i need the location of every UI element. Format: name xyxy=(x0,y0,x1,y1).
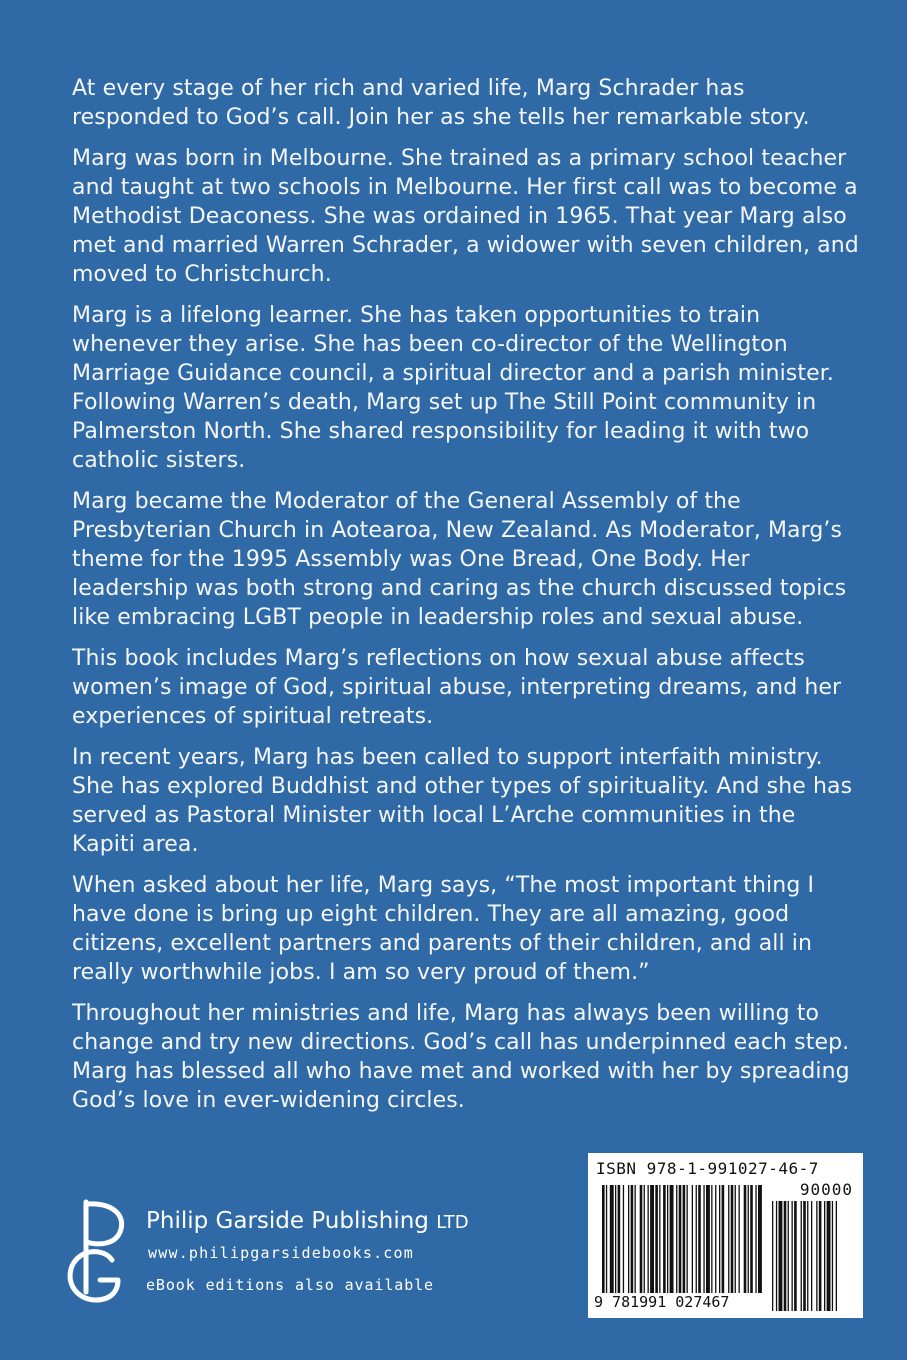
blurb-paragraph: Marg was born in Melbourne. She trained as a primary school teacher and taught at two schools in Melbourne. Her first call was to become a Methodist Deaconess. She was ordained in 1965. That year Marg also met and married Warren Schrader, a widower with seven children, and moved to Christchurch. xyxy=(72,146,859,287)
barcode-digits: 9 781991 027467 xyxy=(594,1293,730,1311)
barcode-addon-bar xyxy=(824,1201,825,1311)
blurb-paragraph: When asked about her life, Marg says, “The most important thing I have done is bring up eight children. They are all amazing, good citizens, excellent partners and parents of their children, and all in really worthwhile jobs. I am so very proud of them.” xyxy=(72,873,815,985)
barcode-bar xyxy=(755,1185,756,1293)
ebook-note: eBook editions also available xyxy=(146,1276,434,1294)
barcode-bar xyxy=(602,1185,605,1293)
barcode-bar xyxy=(676,1185,677,1293)
barcode-addon-bar xyxy=(792,1201,793,1311)
barcode-bar xyxy=(610,1185,614,1293)
barcode-addon-bar xyxy=(788,1201,789,1311)
barcode-addon-bar xyxy=(836,1201,837,1311)
barcode-bar xyxy=(706,1185,710,1293)
barcode-bar xyxy=(722,1185,725,1293)
blurb-paragraph: Marg became the Moderator of the General Assembly of the Presbyterian Church in Aotearoa, New Zealand. As Moderator, Marg’s theme for the 1995 Assembly was One Bread, One Body. Her leadership was both strong and caring as the church discussed topics like embracing LGBT people in leadership roles and sexual abuse. xyxy=(72,489,847,630)
barcode-bar xyxy=(696,1185,697,1293)
barcode-bar xyxy=(683,1185,686,1293)
barcode-bar xyxy=(731,1185,734,1293)
barcode-bar xyxy=(735,1185,736,1293)
pg-monogram-icon xyxy=(62,1196,134,1306)
barcode-bar xyxy=(711,1185,712,1293)
barcode-bar xyxy=(650,1185,654,1293)
barcode-addon-bar xyxy=(811,1201,812,1311)
barcode-addon-bar xyxy=(801,1201,802,1311)
publisher-name-text: Philip Garside Publishing xyxy=(146,1208,429,1234)
barcode-addon-bar xyxy=(832,1201,833,1311)
barcode-addon-bar xyxy=(803,1201,806,1311)
barcode-bar xyxy=(703,1185,704,1293)
barcode-bar xyxy=(698,1185,701,1293)
publisher-suffix: LTD xyxy=(436,1212,469,1233)
barcode-addon-bar xyxy=(784,1201,787,1311)
barcode-bar xyxy=(750,1185,753,1293)
barcode-bar xyxy=(739,1185,740,1293)
isbn-label: ISBN 978-1-991027-46-7 xyxy=(596,1159,819,1178)
barcode-addon-bar xyxy=(772,1201,773,1311)
barcode-addon-bar xyxy=(827,1201,831,1311)
back-cover-blurb xyxy=(72,74,862,1127)
isbn-barcode xyxy=(588,1153,863,1318)
barcode-bar xyxy=(615,1185,616,1293)
blurb-paragraph: At every stage of her rich and varied life, Marg Schrader has responded to God’s call. Join her as she tells her remarkable story. xyxy=(72,76,810,130)
publisher-url[interactable]: www.philipgarsidebooks.com xyxy=(148,1244,414,1262)
barcode-addon-bar xyxy=(779,1201,783,1311)
barcode-bar xyxy=(640,1185,643,1293)
barcode-bar xyxy=(628,1185,629,1293)
barcode-bar xyxy=(648,1185,649,1293)
barcode-bar xyxy=(631,1185,634,1293)
publisher-name xyxy=(146,1208,469,1234)
blurb-paragraph: In recent years, Marg has been called to support interfaith ministry. She has explored Buddhist and other types of spirituality. And she has served as Pastoral Minister with local L’Arche communities in the Kapiti area. xyxy=(72,745,853,857)
barcode-bar xyxy=(667,1185,668,1293)
barcode-addon-bar xyxy=(819,1201,822,1311)
barcode-addon-bar xyxy=(807,1201,808,1311)
blurb-paragraph: Throughout her ministries and life, Marg has always been willing to change and try new directions. God’s call has underpinned each step. Marg has blessed all who have met and worked with her by spreading God’s love in ever-widening circles. xyxy=(72,1001,850,1113)
publisher-block xyxy=(62,1196,522,1306)
barcode-bar xyxy=(715,1185,716,1293)
barcode-bar xyxy=(606,1185,607,1293)
barcode-bar xyxy=(728,1185,729,1293)
barcode-addon-bar xyxy=(776,1201,777,1311)
barcode-bar xyxy=(670,1185,674,1293)
barcode-bar xyxy=(679,1185,682,1293)
barcode-addon-bar xyxy=(794,1201,797,1311)
barcode-bar xyxy=(644,1185,645,1293)
barcode-bar xyxy=(758,1185,762,1293)
barcode-bar xyxy=(744,1185,747,1293)
barcode-addon-bar xyxy=(816,1201,817,1311)
barcode-bar xyxy=(663,1185,666,1293)
barcode-bar xyxy=(719,1185,720,1293)
barcode-bar xyxy=(692,1185,693,1293)
barcode-bar xyxy=(618,1185,621,1293)
blurb-paragraph: Marg is a lifelong learner. She has taken opportunities to train whenever they arise. She has been co-director of the Wellington Marriage Guidance council, a spiritual director and a parish minister. Following Warren’s death, Marg set up The Still Point community in Palmerston North. She shared responsibility for leading it with two catholic sisters. xyxy=(72,303,834,473)
blurb-paragraph: This book includes Marg’s reflections on how sexual abuse affects women’s image of God, spiritual abuse, interpreting dreams, and her experiences of spiritual retreats. xyxy=(72,646,842,729)
barcode-bar xyxy=(623,1185,624,1293)
price-code: 90000 xyxy=(799,1180,853,1199)
barcode-bar xyxy=(659,1185,660,1293)
barcode-bar xyxy=(655,1185,658,1293)
barcode-bar xyxy=(748,1185,749,1293)
barcode-bar xyxy=(687,1185,688,1293)
barcode-bar xyxy=(635,1185,636,1293)
